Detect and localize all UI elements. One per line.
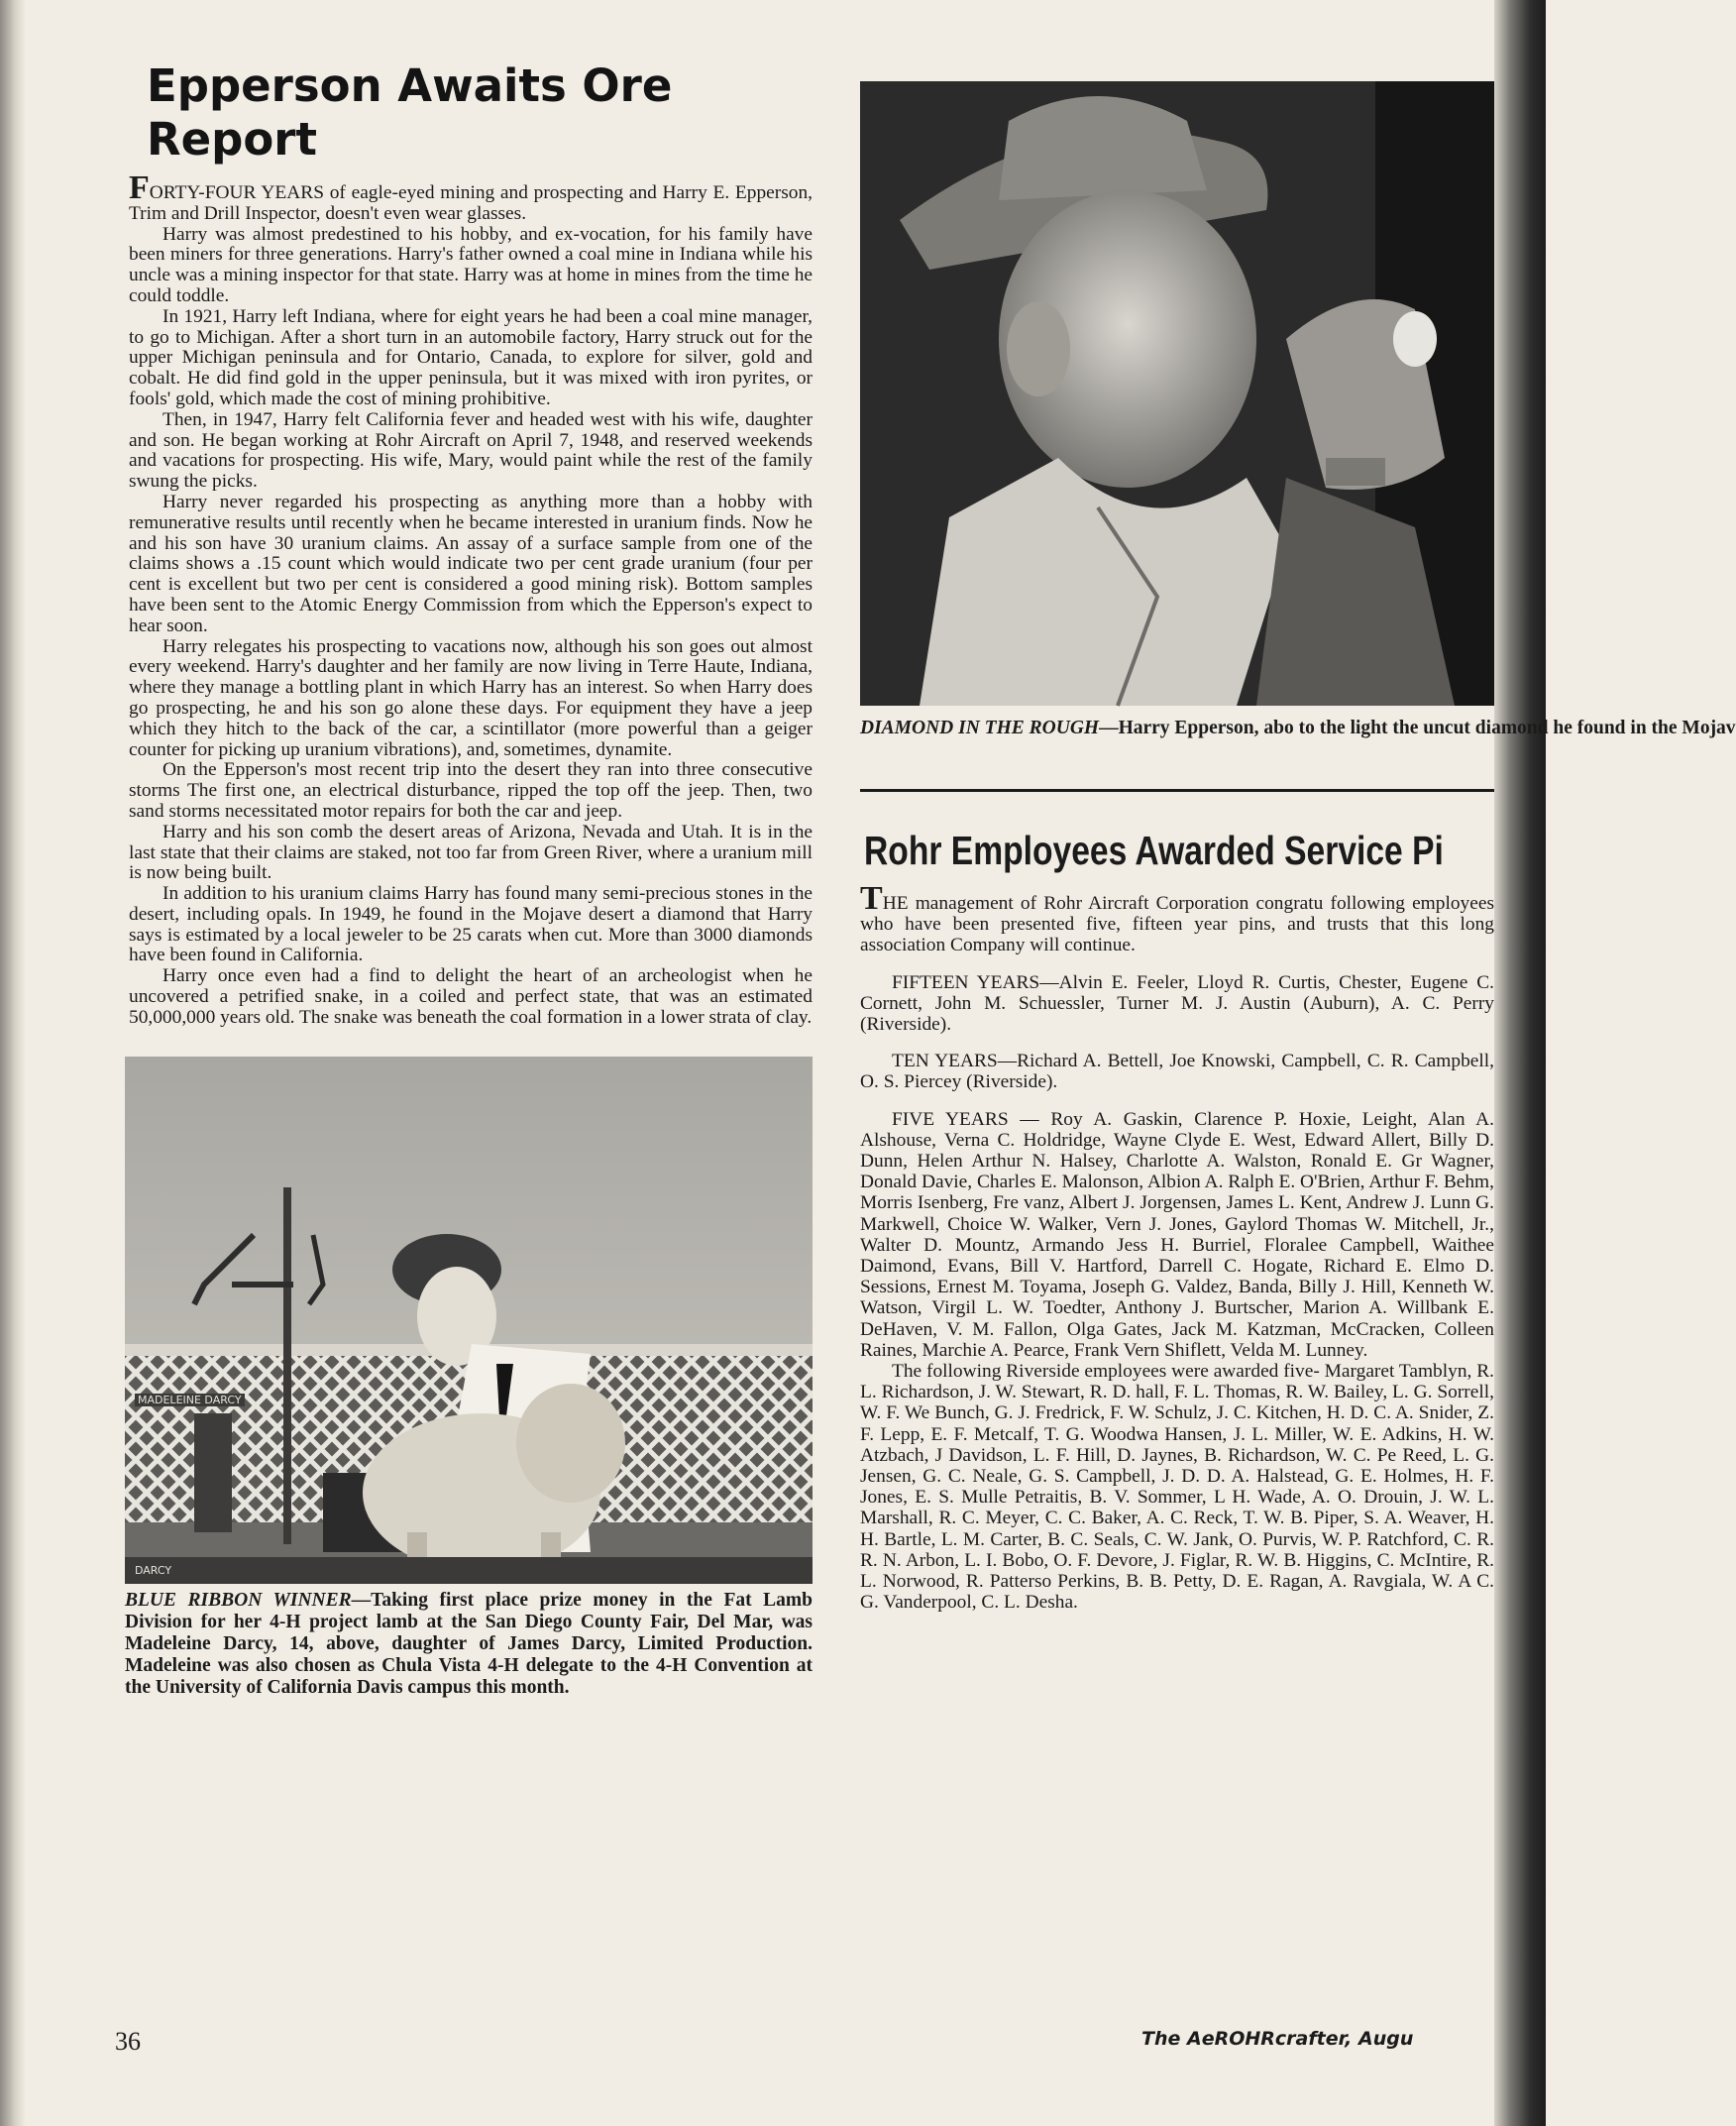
article-paragraph: In addition to his uranium claims Harry has found many semi-precious stones in the desert, including opals. In 1949, he found in the Mojave desert a diamond that Harry says is estimated by a local jeweler to be 25 carats when cut. More than 3000 diamonds have been found in California. bbox=[129, 883, 813, 966]
magazine-footer: The AeROHRcrafter, Augu bbox=[1141, 2028, 1414, 2050]
article-paragraph: On the Epperson's most recent trip into the desert they ran into three consecutive storms The first one, an electrical disturbance, ripped the top off the jeep. Then, two sand storms necessitated motor repairs for both the car and jeep. bbox=[129, 759, 813, 822]
caption-title: DIAMOND IN THE ROUGH bbox=[860, 718, 1100, 738]
service-pins-headline: Rohr Employees Awarded Service Pi bbox=[864, 828, 1444, 873]
article-paragraph: Harry and his son comb the desert areas of Arizona, Nevada and Utah. It is in the last state that their claims are staked, not too far from Green River, where a uranium mill is now being built. bbox=[129, 821, 813, 884]
lamb-photo-illustration bbox=[125, 1057, 813, 1584]
lamb-photo-block bbox=[125, 1057, 813, 1699]
drop-cap: F bbox=[129, 169, 150, 206]
epperson-photo-illustration bbox=[860, 81, 1494, 706]
five-years-list: FIVE YEARS — Roy A. Gaskin, Clarence P. Hoxie, Leight, Alan A. Alshouse, Verna C. Holdridge, Wayne Clyde E. West, Edward Allert, Billy D. Dunn, Helen Arthur N. Halsey, Charlotte A. Walston, Ronald E. Gr Wagner, Donald Davie, Charles E. Malonson, Albion A. Ralph E. O'Brien, Arthur F. Behm, Morris Isenberg, Fre vanz, Albert J. Jorgensen, James L. Kent, Andrew J. Lunn G. Markwell, Choice W. Walker, Vern J. Jones, Gaylord Thomas W. Mitchell, Jr., Walter D. Mountz, Armando Jess H. Burriel, Floralee Campbell, Waithee Daimond, Evans, Bill V. Hartford, Darrell C. Hogate, Richard E. Elmo D. Sessions, Ernest M. Toyama, Joseph G. Valdez, Banda, Billy J. Hill, Kenneth W. Watson, Virgil L. W. Toedter, Anthony J. Burtscher, Marion A. Willbank E. DeHaven, V. M. Fallon, Olga Gates, Jack M. Katzman, McCracken, Colleen Raines, Marchie A. Pearce, Frank Vern Shiflett, Velda M. Lunney. bbox=[860, 1108, 1494, 1361]
right-column bbox=[860, 81, 1736, 1614]
fifteen-years-list: FIFTEEN YEARS—Alvin E. Feeler, Lloyd R. Curtis, Chester, Eugene C. Cornett, John M. Schuessler, Turner M. J. Austin (Auburn), A. C. Perry (Riverside). bbox=[860, 971, 1494, 1036]
article-headline: Epperson Awaits Ore Report bbox=[147, 59, 673, 166]
article-paragraph: Harry relegates his prospecting to vacations now, although his son goes out almost every weekend. Harry's daughter and her family are now living in Terre Haute, Indiana, where they manage a bottling plant in which Harry has an interest. So when Harry does go prospecting, he and his son go alone these days. For equipment they have a jeep which they hitch to the back of the car, a scintillator (more powerful than a geiger counter for picking up uranium vibrations), and, sometimes, dynamite. bbox=[129, 635, 813, 760]
page-edge-shadow bbox=[1494, 0, 1546, 2126]
diamond-photo-caption bbox=[860, 718, 1736, 739]
photo-sign-darcy: DARCY bbox=[135, 1563, 172, 1577]
blue-ribbon-photo bbox=[125, 1057, 813, 1584]
article-paragraph: Harry never regarded his prospecting as anything more than a hobby with remunerative results until recently when he became interested in uranium finds. Now he and his son have 30 uranium claims. An assay of a surface sample from one of the claims shows a .15 count which would indicate two per cent grade uranium (four per cent is excellent but two per cent is considered a good mining risk). Bottom samples have been sent to the Atomic Energy Commission from which the Epperson's expect to hear soon. bbox=[129, 491, 813, 636]
article-paragraph: Then, in 1947, Harry felt California fever and headed west with his wife, daughter and son. He began working at Rohr Aircraft on April 7, 1948, and reserved weekends and vacations for prospecting. His wife, Mary, would paint while the rest of the family swung the picks. bbox=[129, 408, 813, 493]
article-paragraph: Harry once even had a find to delight the heart of an archeologist when he uncovered a petrified snake, in a coiled and perfect state, that was an estimated 50,000,000 years old. The snake was beneath the coal formation in a lower strata of clay. bbox=[129, 965, 813, 1028]
page-binding-shadow bbox=[0, 0, 26, 2126]
section-divider bbox=[860, 789, 1494, 792]
service-pins-article bbox=[860, 880, 1495, 1614]
photo-sign-madeleine: MADELEINE DARCY bbox=[135, 1394, 245, 1406]
service-intro: THE management of Rohr Aircraft Corporation congratu following employees who have been presented five, fifteen year pins, and trusts that this long association Company will continue. bbox=[860, 880, 1494, 956]
caption-body: —Taking first place prize money in the Fat Lamb Division for her 4-H project lamb at the San Diego County Fair, Del Mar, was Madeleine Darcy, 14, above, daughter of James Darcy, Limited Production. Madeleine was also chosen as Chula Vista 4-H delegate to the 4-H Convention at the University of California Davis campus this month. bbox=[125, 1589, 813, 1698]
lamb-photo-caption bbox=[125, 1590, 813, 1699]
riverside-list: The following Riverside employees were awarded five- Margaret Tamblyn, R. L. Richardson, J. W. Stewart, R. D. hall, F. L. Thomas, R. W. Bailey, L. G. Sorrell, W. F. We Bunch, G. J. Fredrick, F. W. Schulz, J. C. Kitchen, H. D. C. A. Snider, Z. F. Lepp, E. F. Metcalf, T. G. Woodwa Hansen, J. L. Miller, W. E. Adkins, H. W. Atzbach, J Davidson, L. F. Hill, D. Jaynes, B. Richardson, W. C. Pe Reed, L. G. Jensen, G. C. Neale, G. S. Campbell, J. D. D. A. Halstead, G. E. Holmes, H. F. Jones, E. S. Mulle Petraitis, B. V. Sommer, L H. Wade, A. O. Drouin, J. W. L. Marshall, R. C. Meyer, C. C. Baker, A. C. Reck, T. W. B. Piper, S. A. Weaver, H. H. Bartle, L. M. Carter, B. C. Seals, C. W. Jank, O. Purvis, W. P. Ratchford, C. R. R. N. Arbon, L. I. Bobo, O. F. Devore, J. Figlar, R. W. B. Higgins, C. McIntire, R. L. Norwood, R. Patterso Perkins, B. B. Petty, D. E. Ragan, A. Ravgiala, W. A C. G. Vanderpool, C. L. Desha. bbox=[860, 1361, 1495, 1614]
epperson-article bbox=[129, 169, 813, 1029]
article-paragraph: FORTY-FOUR YEARS of eagle-eyed mining and prospecting and Harry E. Epperson, Trim and Drill Inspector, doesn't even wear glasses. bbox=[129, 169, 813, 224]
drop-cap: T bbox=[860, 880, 883, 917]
left-column bbox=[125, 59, 813, 1699]
ten-years-list: TEN YEARS—Richard A. Bettell, Joe Knowski, Campbell, C. R. Campbell, O. S. Piercey (Riverside). bbox=[860, 1051, 1494, 1093]
diamond-photo bbox=[860, 81, 1494, 706]
page-number: 36 bbox=[115, 2027, 141, 2056]
caption-title: BLUE RIBBON WINNER bbox=[125, 1589, 352, 1611]
article-paragraph: In 1921, Harry left Indiana, where for eight years he had been a coal mine manager, to go to Michigan. After a short turn in an automobile factory, Harry struck out for the upper Michigan peninsula and for Ontario, Canada, to explore for silver, gold and cobalt. He did find gold in the upper peninsula, but it was mixed with iron pyrites, or fools' gold, which made the cost of mining prohibitive. bbox=[129, 305, 813, 409]
article-paragraph: Harry was almost predestined to his hobby, and ex-vocation, for his family have been miners for three generations. Harry's father owned a coal mine in Indiana while his uncle was a mining inspector for that state. Harry was at home in mines from the time he could toddle. bbox=[129, 223, 813, 306]
caption-body: —Harry Epperson, abo to the light the uncut diamond he found in the Mojav bbox=[1099, 718, 1736, 738]
